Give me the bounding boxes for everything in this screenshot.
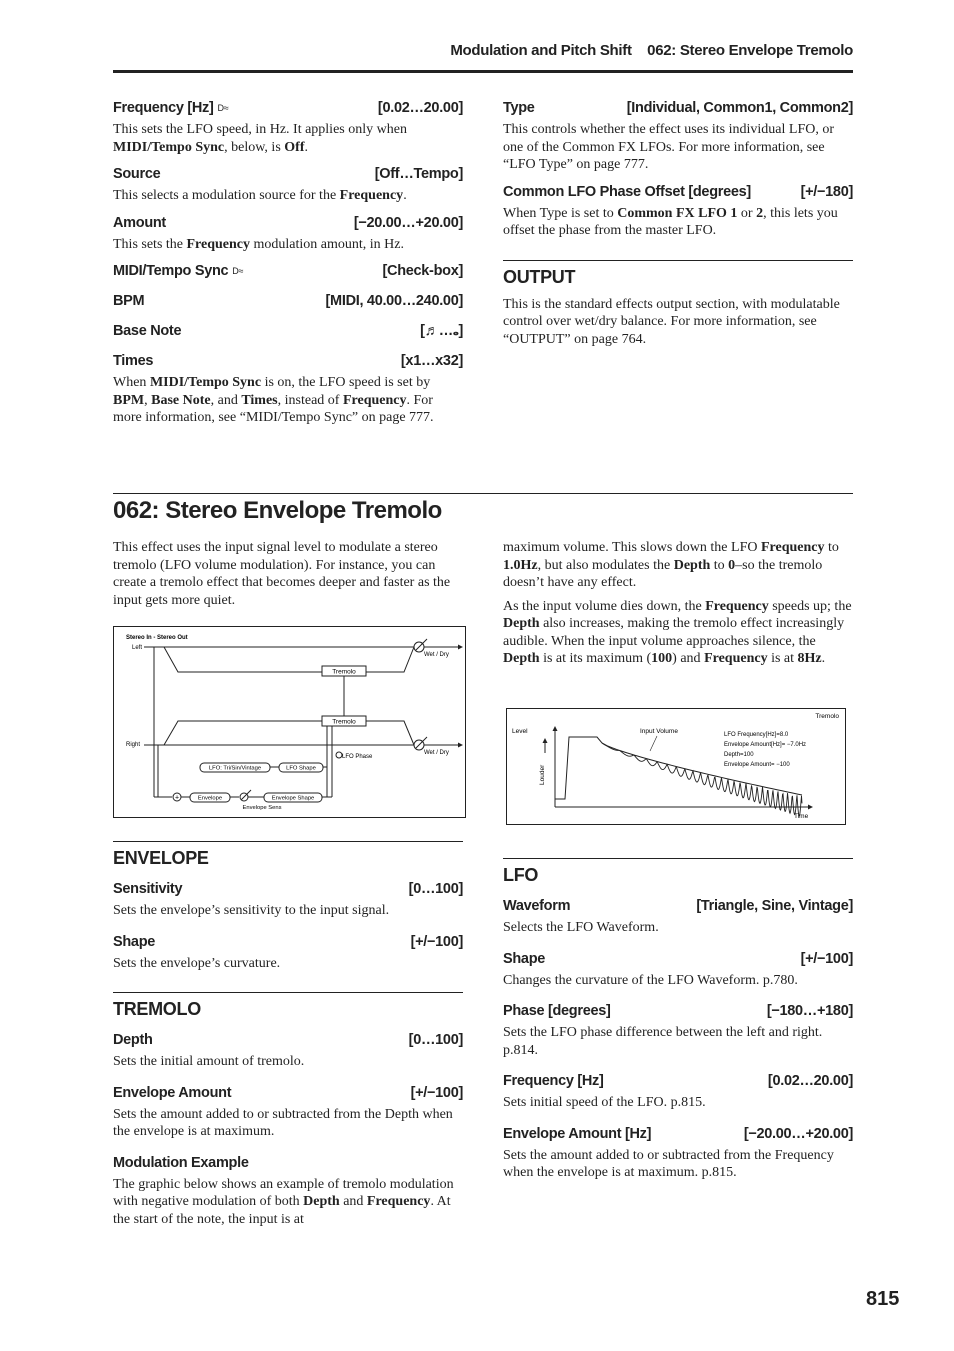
- top-right-column: [503, 100, 853, 348]
- wet-dry-label-2: Wet / Dry: [424, 750, 449, 756]
- title-rule: [113, 493, 853, 494]
- param-phase-desc: Sets the LFO phase difference between the left and right. p.814.: [503, 1025, 823, 1058]
- tremolo-graph: [506, 708, 846, 825]
- envelope-label: Envelope: [197, 795, 223, 802]
- param-phase: Phase [degrees] [−180…+180]: [503, 1003, 853, 1019]
- param-times: Times [x1…x32]: [113, 353, 463, 369]
- right-wet-out: [374, 721, 414, 745]
- header-title: Modulation and Pitch Shift 062: Stereo Envelope Tremolo: [450, 42, 853, 59]
- graph-setting-3: Depth=100: [724, 752, 754, 758]
- graph-louder-label: Louder: [539, 764, 546, 785]
- graph-setting-1: LFO Frequency[Hz]=8.0: [724, 732, 789, 738]
- param-lfo-envelope-amount: Envelope Amount [Hz] [−20.00…+20.00]: [503, 1125, 853, 1142]
- param-times-desc: When MIDI/Tempo Sync is on, the LFO speed is set by BPM, Base Note, and Times, instead of Frequency. For more information, see “MIDI/Tempo Sync” on page 777.: [113, 375, 434, 425]
- param-common-lfo-phase-desc: When Type is set to Common FX LFO 1 or 2, this lets you offset the phase from the master LFO.: [503, 205, 838, 238]
- param-bpm: BPM [MIDI, 40.00…240.00]: [113, 293, 463, 309]
- diagram-title: Stereo In - Stereo Out: [126, 635, 188, 641]
- param-lfo-frequency: Frequency [Hz] [0.02…20.00]: [503, 1073, 853, 1089]
- tremolo-label-1: Tremolo: [332, 668, 356, 676]
- graph-title: Tremolo: [815, 713, 839, 720]
- graph-setting-4: Envelope Amount= −100: [724, 762, 790, 768]
- param-amount-desc: This sets the Frequency modulation amount, in Hz.: [113, 236, 404, 252]
- param-source-desc: This selects a modulation source for the Frequency.: [113, 188, 407, 203]
- param-sensitivity: Sensitivity [0…100]: [113, 881, 463, 897]
- intro-right-text: [503, 539, 853, 668]
- param-depth: Depth [0…100]: [113, 1032, 463, 1048]
- param-waveform-desc: Selects the LFO Waveform.: [503, 920, 659, 935]
- bottom-left-column: [113, 828, 463, 1228]
- modulation-example-heading: Modulation Example: [113, 1154, 249, 1171]
- param-sensitivity-desc: Sets the envelope’s sensitivity to the input signal.: [113, 903, 390, 918]
- running-header: [113, 40, 853, 73]
- lfo-wave-label: LFO: Tri/Sin/Vintage: [208, 765, 262, 772]
- param-type: Type [Individual, Common1, Common2]: [503, 100, 853, 116]
- output-heading: OUTPUT: [503, 260, 853, 288]
- param-source: Source [Off…Tempo]: [113, 166, 463, 182]
- top-left-column: [113, 100, 463, 427]
- block-diagram-svg: [114, 627, 465, 817]
- param-envelope-shape-desc: Sets the envelope’s curvature.: [113, 955, 281, 971]
- graph-level-label: Level: [512, 728, 528, 735]
- block-diagram: [113, 626, 466, 818]
- right-wet-path: [164, 721, 314, 745]
- graph-input-volume-label: Input Volume: [640, 728, 678, 735]
- diagram-right-label: Right: [126, 742, 141, 748]
- envelope-sens-label: Envelope Sens: [242, 805, 282, 811]
- param-lfo-shape: Shape [+/−100]: [503, 950, 853, 967]
- bottom-right-column: [503, 845, 853, 1182]
- lfo-heading: LFO: [503, 858, 853, 886]
- left-wet-out: [374, 647, 414, 672]
- page-title: 062: Stereo Envelope Tremolo: [113, 497, 442, 524]
- param-frequency: Frequency [Hz] D≈ [0.02…20.00]: [113, 100, 463, 116]
- param-waveform: Waveform [Triangle, Sine, Vintage]: [503, 898, 853, 914]
- tremolo-graph-svg: [507, 709, 845, 824]
- tremolo-heading: TREMOLO: [113, 992, 463, 1020]
- intro-text: This effect uses the input signal level to modulate a stereo tremolo (LFO volume modulation). For instance, you can create a tremolo effect that becomes deeper and faster as the input gets more quiet.: [113, 540, 451, 608]
- wet-dry-label-1: Wet / Dry: [424, 652, 449, 658]
- graph-time-label: Time: [794, 813, 809, 820]
- param-lfo-shape-desc: Changes the curvature of the LFO Waveform. p.780.: [503, 972, 798, 988]
- sum-icon: +: [174, 794, 180, 802]
- dmod-icon: D≈: [217, 103, 229, 114]
- envelope-shape-label: Envelope Shape: [271, 795, 315, 802]
- param-common-lfo-phase: Common LFO Phase Offset [degrees] [+/−180]: [503, 183, 853, 200]
- envelope-heading: ENVELOPE: [113, 841, 463, 869]
- param-lfo-frequency-desc: Sets initial speed of the LFO. p.815.: [503, 1095, 706, 1110]
- lfo-shape-label: LFO Shape: [286, 765, 316, 772]
- param-depth-desc: Sets the initial amount of tremolo.: [113, 1054, 305, 1069]
- param-type-desc: This controls whether the effect uses its individual LFO, or one of the Common FX LFOs. For more information, see “LFO Type” on page 777.: [503, 122, 835, 172]
- lfo-phase-label: LFO Phase: [342, 754, 373, 760]
- diagram-left-label: Left: [132, 645, 143, 651]
- param-base-note: Base Note [♬…𝅝]: [113, 323, 463, 339]
- param-midi-tempo-sync: MIDI/Tempo Sync D≈ [Check-box]: [113, 263, 463, 279]
- page-number: 815: [866, 1288, 900, 1310]
- graph-setting-2: Envelope Amount[Hz]= −7.0Hz: [724, 742, 807, 748]
- right-para-1: maximum volume. This slows down the LFO Frequency to 1.0Hz, but also modulates the Depth to 0–so the tremolo doesn’t have any effect.: [503, 540, 839, 590]
- param-amount: Amount [−20.00…+20.00]: [113, 214, 463, 231]
- tremolo-label-2: Tremolo: [332, 718, 356, 726]
- output-desc: This is the standard effects output section, with modulatable control over wet/dry balance. For more information, see “OUTPUT” on page 764.: [503, 296, 840, 347]
- param-envelope-amount-desc: Sets the amount added to or subtracted from the Depth when the envelope is at maximum.: [113, 1106, 453, 1139]
- input-volume-pointer: [650, 736, 657, 751]
- dmod-icon: D≈: [232, 266, 244, 277]
- left-wet-path: [164, 647, 314, 672]
- param-envelope-shape: Shape [+/−100]: [113, 933, 463, 950]
- modulation-example-desc: The graphic below shows an example of tremolo modulation with negative modulation of both Depth and Frequency. At the start of the note, the input is at: [113, 1176, 454, 1227]
- param-envelope-amount: Envelope Amount [+/−100]: [113, 1084, 463, 1101]
- param-frequency-desc: This sets the LFO speed, in Hz. It applies only when MIDI/Tempo Sync, below, is Off.: [113, 122, 407, 155]
- right-para-2: As the input volume dies down, the Frequency speeds up; the Depth also increases, making the tremolo effect increasingly audible. When the input volume approaches silence, the Depth is at its maximum (100) and Frequency is at 8Hz.: [503, 598, 852, 666]
- param-lfo-envelope-amount-desc: Sets the amount added to or subtracted from the Frequency when the envelope is at maximum. p.815.: [503, 1147, 834, 1180]
